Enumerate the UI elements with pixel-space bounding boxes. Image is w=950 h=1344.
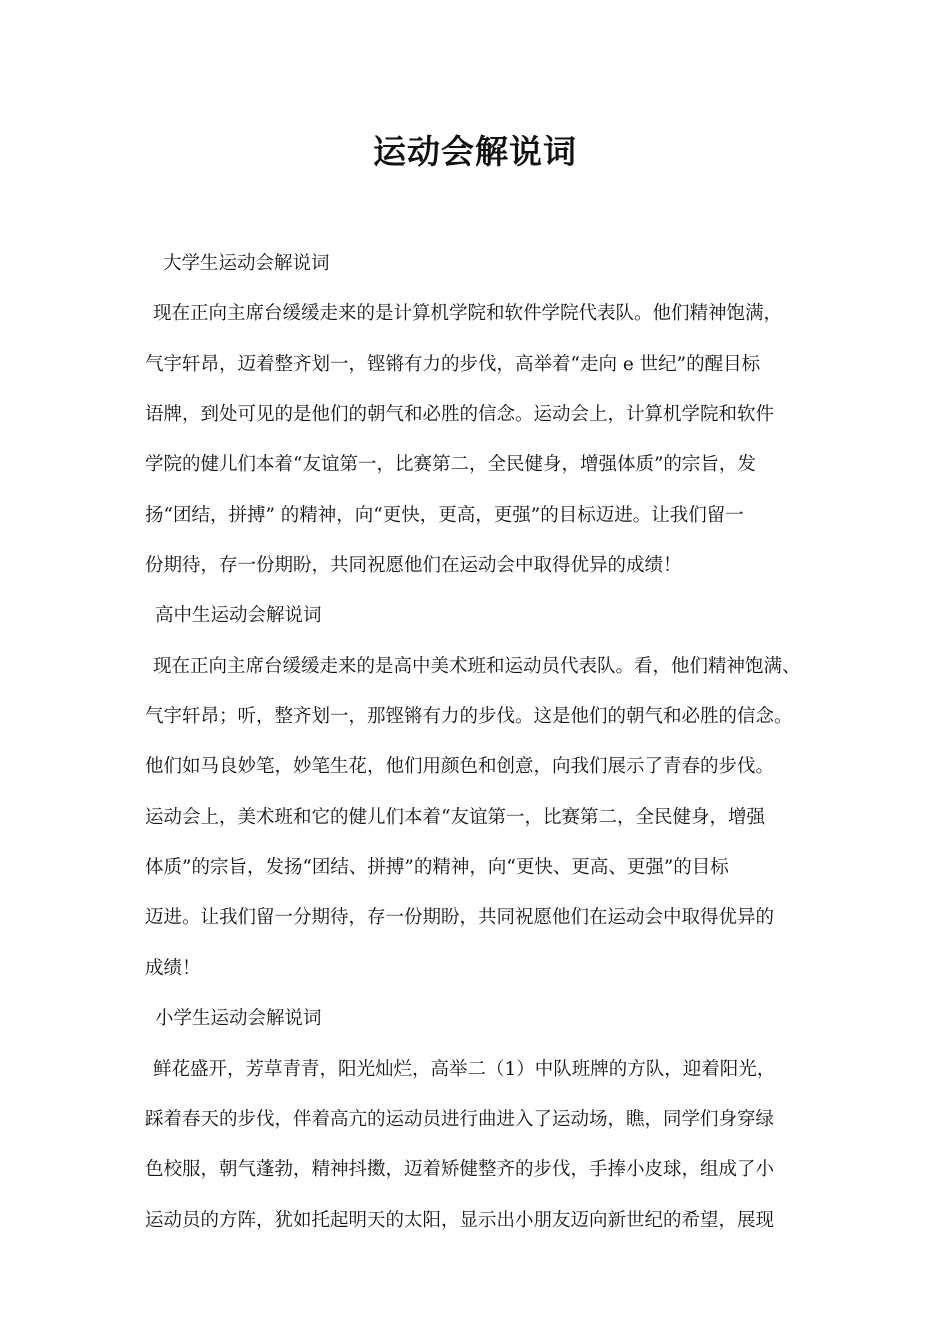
paragraph-line: 他们如马良妙笔，妙笔生花，他们用颜色和创意，向我们展示了青春的步伐。 (145, 756, 775, 778)
paragraph-line: 语牌，到处可见的是他们的朝气和必胜的信念。运动会上，计算机学院和软件 (145, 404, 775, 426)
paragraph-line: 鲜花盛开，芳草青青，阳光灿烂，高举二（1）中队班牌的方队，迎着阳光， (153, 1058, 776, 1080)
paragraph-line: 迈进。让我们留一分期待，存一份期盼，共同祝愿他们在运动会中取得优异的 (145, 907, 775, 929)
section-heading-university: 大学生运动会解说词 (163, 253, 330, 274)
paragraph-line: 学院的健儿们本着“友谊第一，比赛第二，全民健身，增强体质”的宗旨，发 (145, 454, 756, 476)
document-body (145, 239, 835, 1246)
paragraph-line: 体质”的宗旨，发扬“团结、拼搏”的精神，向“更快、更高、更强”的目标 (145, 857, 729, 879)
paragraph-line: 运动员的方阵，犹如托起明天的太阳，显示出小朋友迈向新世纪的希望，展现 (145, 1209, 775, 1231)
paragraph-line: 气宇轩昂，迈着整齐划一，铿锵有力的步伐，高举着“走向 e 世纪”的醒目标 (145, 353, 761, 375)
paragraph-line: 运动会上，美术班和它的健儿们本着“友谊第一，比赛第二，全民健身，增强 (145, 806, 765, 828)
paragraph-line: 成绩！ (145, 957, 201, 979)
document-title: 运动会解说词 (373, 132, 577, 171)
section-heading-high-school: 高中生运动会解说词 (155, 605, 322, 627)
paragraph-line: 色校服，朝气蓬勃，精神抖擞，迈着矫健整齐的步伐，手捧小皮球，组成了小 (145, 1159, 775, 1181)
paragraph-line: 现在正向主席台缓缓走来的是计算机学院和软件学院代表队。他们精神饱满， (153, 303, 783, 325)
paragraph-line: 扬“团结，拼搏” 的精神，向“更快，更高，更强”的目标迈进。让我们留一 (145, 504, 744, 526)
paragraph-line: 气宇轩昂；听，整齐划一，那铿锵有力的步伐。这是他们的朝气和必胜的信念。 (145, 706, 793, 728)
paragraph-line: 现在正向主席台缓缓走来的是高中美术班和运动员代表队。看，他们精神饱满、 (153, 655, 801, 677)
paragraph-line: 踩着春天的步伐，伴着高亢的运动员进行曲进入了运动场，瞧，同学们身穿绿 (145, 1108, 775, 1130)
section-heading-primary-school: 小学生运动会解说词 (155, 1008, 322, 1030)
paragraph-line: 份期待，存一份期盼，共同祝愿他们在运动会中取得优异的成绩！ (145, 555, 682, 577)
